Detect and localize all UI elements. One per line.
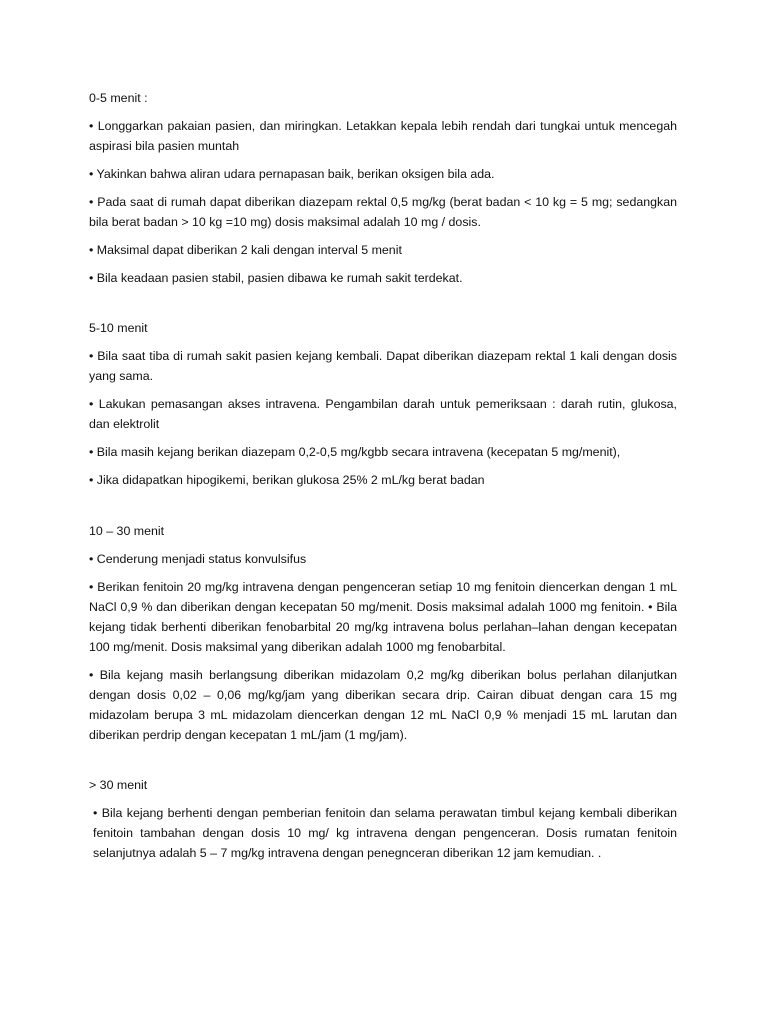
bullet-paragraph: • Berikan fenitoin 20 mg/kg intravena dengan pengenceran setiap 10 mg fenitoin diencerkan dengan 1 mL NaCl 0,9 % dan diberikan dengan kecepatan 50 mg/menit. Dosis maksimal adalah 1000 mg fenitoin. • Bila kejang tidak berhenti diberikan fenobarbital 20 mg/kg intravena bolus perlahan–lahan dengan kecepatan 100 mg/menit. Dosis maksimal yang diberikan adalah 1000 mg fenobarbital.: [89, 580, 677, 654]
bullet-paragraph: • Bila masih kejang berikan diazepam 0,2-0,5 mg/kgbb secara intravena (kecepatan 5 mg/menit),: [89, 445, 621, 459]
bullet-paragraph: • Bila saat tiba di rumah sakit pasien kejang kembali. Dapat diberikan diazepam rektal 1 kali dengan dosis yang sama.: [89, 349, 677, 383]
bullet-paragraph: • Cenderung menjadi status konvulsifus: [89, 552, 307, 566]
section-heading: 0-5 menit :: [89, 91, 148, 105]
section-heading: 5-10 menit: [89, 321, 148, 335]
bullet-paragraph: • Bila keadaan pasien stabil, pasien dibawa ke rumah sakit terdekat.: [89, 271, 463, 285]
section-5-10-menit: [89, 318, 677, 490]
section-0-5-menit: [89, 88, 677, 288]
bullet-paragraph: • Jika didapatkan hipogikemi, berikan glukosa 25% 2 mL/kg berat badan: [89, 473, 485, 487]
section-heading: > 30 menit: [89, 778, 148, 792]
section-heading: 10 – 30 menit: [89, 524, 165, 538]
section-10-30-menit: [89, 521, 677, 745]
bullet-paragraph: • Lakukan pemasangan akses intravena. Pengambilan darah untuk pemeriksaan : darah rutin, glukosa, dan elektrolit: [89, 397, 677, 431]
bullet-paragraph: • Longgarkan pakaian pasien, dan miringkan. Letakkan kepala lebih rendah dari tungkai untuk mencegah aspirasi bila pasien muntah: [89, 119, 677, 153]
bullet-paragraph: • Yakinkan bahwa aliran udara pernapasan baik, berikan oksigen bila ada.: [89, 167, 495, 181]
section-over-30-menit: [89, 775, 677, 863]
bullet-paragraph: • Bila kejang berhenti dengan pemberian fenitoin dan selama perawatan timbul kejang kembali diberikan fenitoin tambahan dengan dosis 10 mg/ kg intravena dengan pengenceran. Dosis rumatan fenitoin selanjutnya adalah 5 – 7 mg/kg intravena dengan penegnceran diberikan 12 jam kemudian. .: [93, 806, 677, 860]
document-page: [89, 88, 677, 893]
bullet-paragraph: • Maksimal dapat diberikan 2 kali dengan interval 5 menit: [89, 243, 402, 257]
bullet-paragraph: • Bila kejang masih berlangsung diberikan midazolam 0,2 mg/kg diberikan bolus perlahan dilanjutkan dengan dosis 0,02 – 0,06 mg/kg/jam yang diberikan secara drip. Cairan dibuat dengan cara 15 mg midazolam berupa 3 mL midazolam diencerkan dengan 12 mL NaCl 0,9 % menjadi 15 mL larutan dan diberikan perdrip dengan kecepatan 1 mL/jam (1 mg/jam).: [89, 668, 677, 742]
bullet-paragraph: • Pada saat di rumah dapat diberikan diazepam rektal 0,5 mg/kg (berat badan < 10 kg = 5 mg; sedangkan bila berat badan > 10 kg =10 mg) dosis maksimal adalah 10 mg / dosis.: [89, 195, 677, 229]
